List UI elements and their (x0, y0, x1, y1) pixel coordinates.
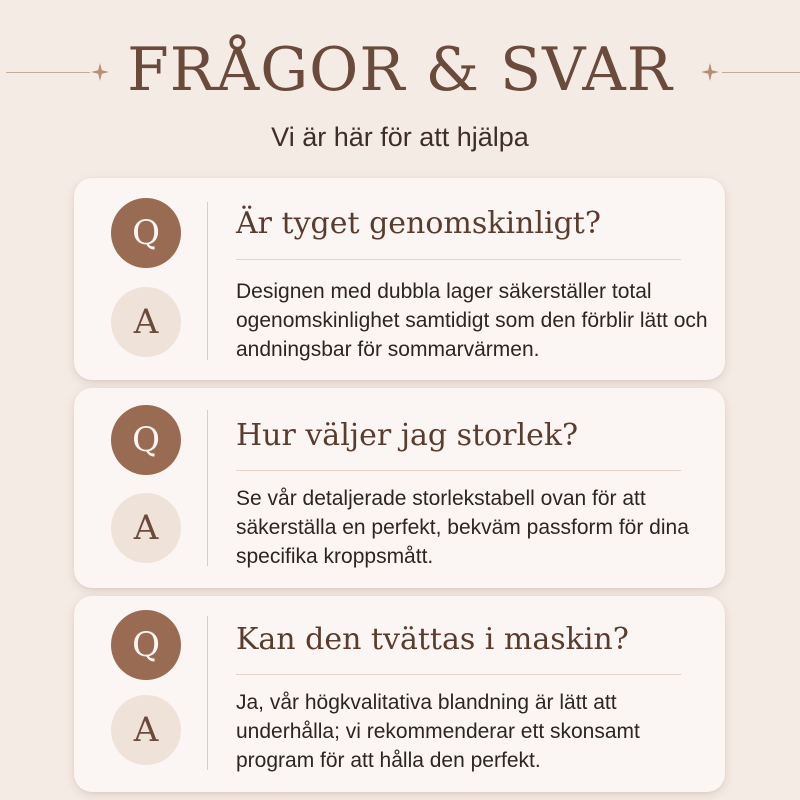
faq-answer: Se vår detaljerade storlekstabell ovan för att säkerställa en perfekt, bekväm passform för dina specifika kroppsmått. (236, 487, 689, 568)
question-badge: Q (111, 610, 181, 680)
page-title: FRÅGOR & SVAR (127, 35, 673, 105)
horizontal-divider (236, 674, 681, 675)
faq-question: Hur väljer jag storlek? (236, 418, 579, 453)
faq-card (74, 388, 725, 588)
faq-question: Är tyget genomskinligt? (236, 206, 601, 241)
vertical-divider (207, 202, 208, 360)
ornament-line-right (722, 72, 800, 73)
faq-answer: Designen med dubbla lager säkerställer total ogenomskinlighet samtidigt som den förblir lätt och andningsbar för sommarvärmen. (236, 280, 708, 361)
vertical-divider (207, 410, 208, 566)
faq-card (74, 178, 725, 380)
faq-question: Kan den tvättas i maskin? (236, 622, 629, 657)
faq-answer: Ja, vår högkvalitativa blandning är lätt att underhålla; vi rekommenderar ett skonsamt program för att hålla den perfekt. (236, 691, 640, 772)
answer-badge: A (111, 695, 181, 765)
question-badge: Q (111, 198, 181, 268)
vertical-divider (207, 616, 208, 770)
header (0, 0, 800, 170)
sparkle-icon (701, 63, 719, 81)
question-badge: Q (111, 405, 181, 475)
answer-badge: A (111, 493, 181, 563)
horizontal-divider (236, 259, 681, 260)
answer-badge: A (111, 287, 181, 357)
faq-card (74, 596, 725, 792)
page-subtitle: Vi är här för att hjälpa (271, 122, 529, 152)
horizontal-divider (236, 470, 681, 471)
